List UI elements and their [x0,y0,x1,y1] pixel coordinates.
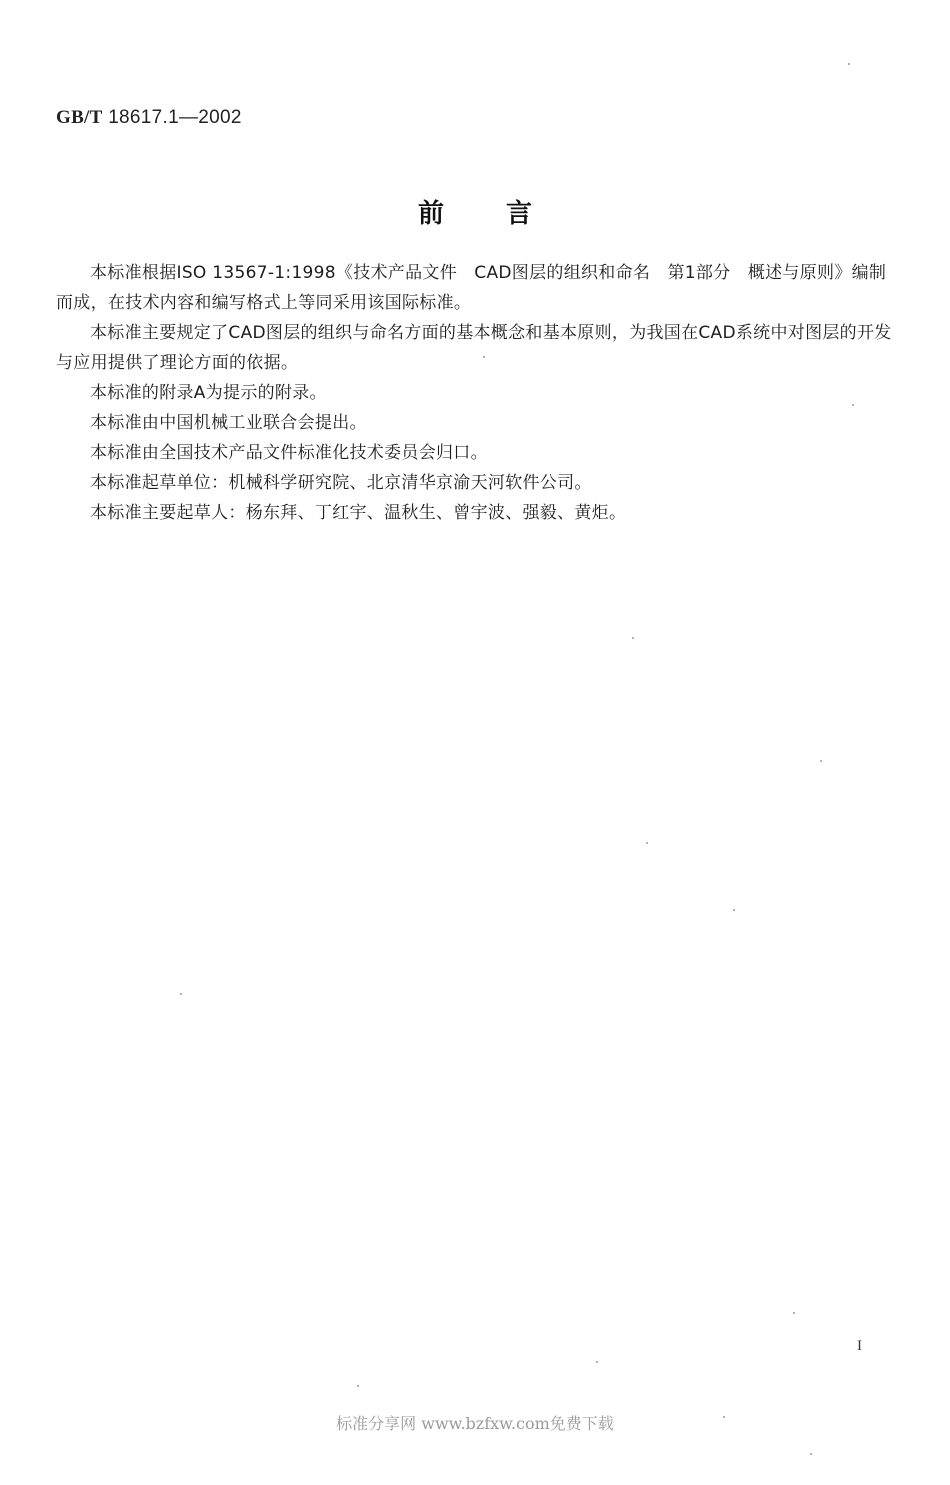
page-number: I [857,1338,862,1354]
document-id [56,107,242,129]
paragraph-proposer: 本标准由中国机械工业联合会提出。 [90,413,367,433]
scan-speck [632,637,634,639]
foreword-body [56,258,896,528]
watermark: 标准分享网 www.bzfxw.com免费下载 [336,1414,614,1433]
paragraph-scope: 本标准主要规定了CAD图层的组织与命名方面的基本概念和基本原则，为我国在CAD系统中对图层的开发与应用提供了理论方面的依据。 [56,323,892,373]
page-title: 前言 [417,199,594,229]
document-id-number: 18617.1—2002 [102,107,242,128]
scan-speck [852,404,854,406]
scan-speck [646,842,648,844]
scan-speck [810,1453,812,1455]
scan-speck [596,1361,598,1363]
scan-speck [820,760,822,762]
scan-speck [733,909,735,911]
paragraph-basis: 本标准根据ISO 13567-1:1998《技术产品文件 CAD图层的组织和命名 第1部分 概述与原则》编制而成，在技术内容和编写格式上等同采用该国际标准。 [56,263,887,313]
scan-speck [793,1312,795,1314]
paragraph-committee: 本标准由全国技术产品文件标准化技术委员会归口。 [90,443,488,463]
scan-speck [483,356,485,358]
scan-speck [723,1416,725,1418]
scan-speck [848,63,850,65]
paragraph-annex: 本标准的附录A为提示的附录。 [90,383,327,403]
paragraph-drafters: 本标准主要起草人：杨东拜、丁红宇、温秋生、曾宇波、强毅、黄炬。 [90,503,627,523]
document-id-prefix: GB/T [56,107,103,128]
scan-speck [357,1385,359,1387]
paragraph-drafting-units: 本标准起草单位：机械科学研究院、北京清华京渝天河软件公司。 [90,473,592,493]
scan-speck [180,993,182,995]
